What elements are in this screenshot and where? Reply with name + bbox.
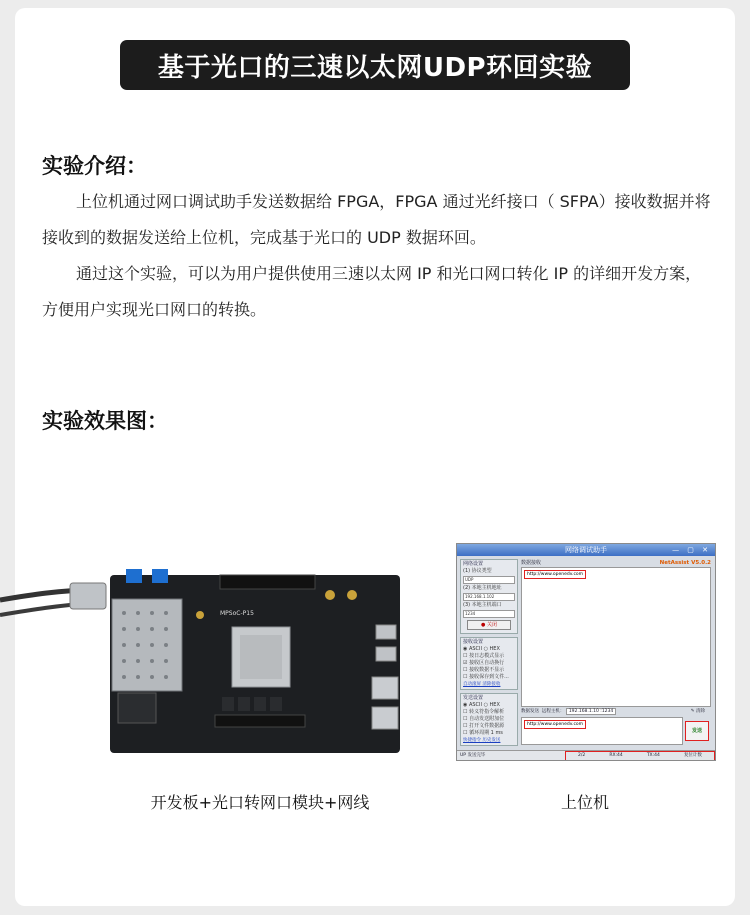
recv-area-header (521, 559, 711, 567)
send-option[interactable]: ☐ 循环周期 1 ms (463, 730, 503, 736)
send-area-label: 数据发送 (521, 709, 539, 714)
window-controls[interactable]: — ▢ ✕ (672, 546, 711, 554)
recv-area-label: 数据接收 (521, 560, 542, 566)
clear-button[interactable]: ✎ 清除 (690, 709, 705, 714)
net-settings-title: 网络设置 (463, 561, 484, 567)
status-counters (565, 751, 715, 761)
send-links[interactable]: 快捷指令 历史发送 (463, 738, 501, 743)
status-bar (457, 750, 715, 760)
send-settings-title: 发送设置 (463, 695, 484, 701)
send-option[interactable]: ☐ 转义符指令解析 (463, 709, 505, 715)
status-count-tx: TX:44 (646, 753, 660, 758)
local-port-input[interactable]: 1234 (463, 610, 515, 618)
recv-settings-title: 接收设置 (463, 639, 484, 645)
send-button[interactable]: 发送 (685, 721, 709, 741)
send-option[interactable]: ☐ 打开文件数据源 (463, 723, 505, 729)
software-caption: 上位机 (560, 793, 609, 812)
recv-option[interactable]: ◉ ASCII ○ HEX (463, 646, 500, 652)
intro-paragraph-2: 通过这个实验，可以为用户提供使用三速以太网 IP 和光口网口转化 IP 的详细开发方案，方便用户实现光口网口的转换。 (42, 264, 702, 319)
dev-board-image (0, 555, 420, 765)
page-title: 基于光口的三速以太网UDP环回实验 (120, 40, 630, 90)
send-settings-group (460, 693, 518, 746)
intro-paragraph-1: 上位机通过网口调试助手发送数据给 FPGA，FPGA 通过光纤接口（ SFPA）接收数据并将接收到的数据发送给上位机，完成基于光口的 UDP 数据环回。 (42, 192, 711, 247)
status-count-rx: RX:44 (609, 753, 623, 758)
window-titlebar (457, 544, 715, 556)
send-option[interactable]: ☐ 自动发送附加位 (463, 716, 505, 722)
settings-panel (460, 559, 518, 751)
close-button[interactable]: ● 关闭 (467, 620, 511, 630)
recv-settings-group (460, 637, 518, 690)
received-text: http://www.openedv.com (524, 570, 586, 579)
board-label: MPSoC-P15 (220, 610, 254, 617)
send-text: http://www.openedv.com (524, 720, 586, 729)
send-area[interactable] (521, 717, 683, 745)
reset-count-button[interactable]: 复位计数 (683, 753, 702, 758)
remote-host-select[interactable]: 192.168.1.10 :1234 (566, 708, 616, 715)
recv-option[interactable]: ☐ 接收保存到文件... (463, 674, 509, 680)
protocol-select[interactable]: UDP (463, 576, 515, 584)
local-host-select[interactable]: 192.168.1.102 (463, 593, 515, 601)
intro-heading: 实验介绍： (42, 154, 147, 178)
recv-option[interactable]: ☑ 接收区自动换行 (463, 660, 505, 666)
status-ready: UP 发送完毕 (460, 753, 486, 758)
local-host-label: (2) 本地主机地址 (463, 585, 502, 591)
dev-board-illustration (0, 555, 420, 765)
main-panel (521, 559, 711, 745)
board-caption: 开发板+光口转网口模块+网线 (150, 793, 370, 812)
window-title: 网络调试助手 (565, 546, 607, 554)
brand-label: NetAssist V5.0.2 (659, 560, 711, 566)
protocol-label: (1) 协议类型 (463, 568, 492, 574)
results-heading: 实验效果图： (42, 409, 168, 433)
recv-links[interactable]: 自动滚屏 清除接收 (463, 682, 501, 687)
send-option[interactable]: ◉ ASCII ○ HEX (463, 702, 500, 708)
net-settings-group (460, 559, 518, 634)
local-port-label: (3) 本地主机端口 (463, 602, 502, 608)
recv-option[interactable]: ☐ 按日志模式显示 (463, 653, 505, 659)
netassist-window (456, 543, 716, 761)
content-card (15, 8, 735, 906)
recv-area[interactable] (521, 567, 711, 707)
status-count-frames: 2/2 (578, 753, 586, 758)
send-area-header (521, 708, 711, 716)
recv-option[interactable]: ☐ 接收数据不显示 (463, 667, 505, 673)
remote-host-label: 远程主机： (541, 709, 565, 714)
